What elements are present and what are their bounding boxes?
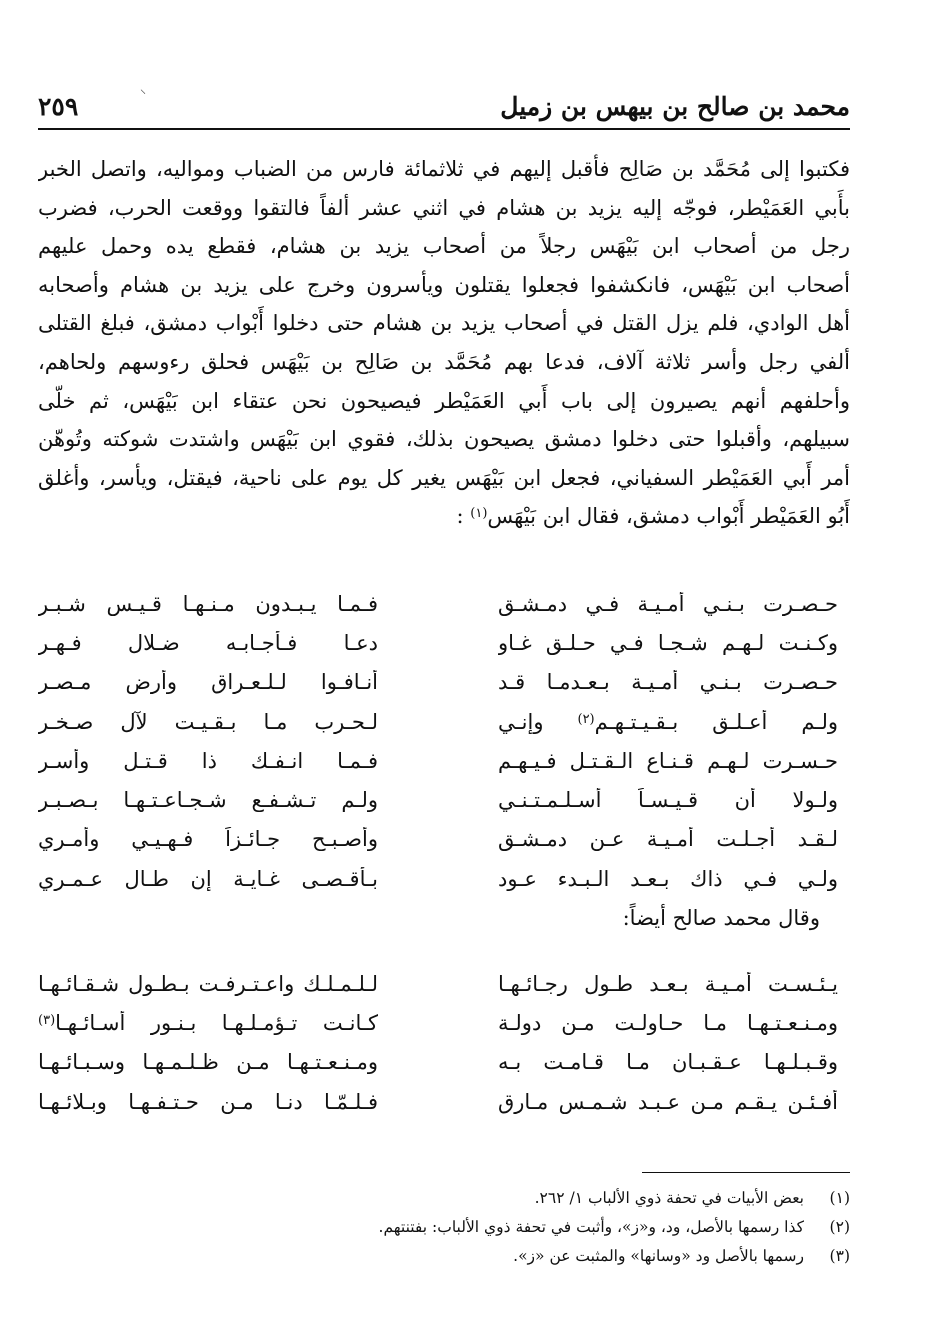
verse-hemistich-1: حـسـرت لـهـم قـنـاع الـقـتـل فـيـهـم (498, 748, 838, 773)
verse-text: كـانـت تـؤمـلـهـا بـنـور أسـائـهـا (55, 1010, 378, 1035)
verse-hemistich-1: ولـولا أن قـيـسـاً أسـلـمـتـنـي (498, 788, 838, 813)
verse-hemistich-1: وقـبـلـهـا عـقـبـان مـا قـامـت بـه (498, 1050, 838, 1075)
footnote-3 (38, 1242, 850, 1271)
verse-row (38, 584, 850, 623)
verse-hemistich-1: ومـنـعـتـهـا مـا حـاولـت مـن دولـة (498, 1010, 838, 1035)
footnote-1 (38, 1184, 850, 1213)
prose-line: أصحاب ابن بَيْهَس، فانكشفوا فجعلوا يقتلون ويأسرون وخرج على يزيد بن هشام وأصحابه (38, 272, 850, 297)
verse-hemistich-1: أفـئـن يـقـم مـن عـبـد شـمـس مـارق (498, 1089, 838, 1114)
page-number: ٢٥٩ (38, 91, 79, 121)
verse-hemistich-2 (38, 1011, 378, 1035)
verse-row (38, 702, 850, 741)
prose-line: ألفي رجل وأسر ثلاثة آلاف، فدعا بهم مُحَمَّد بن صَالِح بن بَيْهَس فحلق رءوسهم ولحاهم، (38, 349, 850, 374)
verse-hemistich-1: حـصـرت بـنـي أمـيـة فـي دمـشـق (498, 591, 838, 616)
poem-intro: وقال محمد صالح أيضاً: (622, 905, 820, 930)
prose-line: سبيلهم، وأقبلوا حتى دخلوا دمشق يصيحون بذلك، فقوي ابن بَيْهَس واشتدت شوكته وتُوهّن (38, 427, 850, 452)
verse-hemistich-1: حـصـرت بـنـي أمـيـة بـعـدمـا قـد (498, 670, 838, 695)
verse-row (38, 663, 850, 702)
prose-last-text: أَبُو العَمَيْطر أَبْواب دمشق، فقال ابن بَيْهَس (487, 504, 850, 529)
verse-hemistich-2: وأصـبـح جـائـزاً فـهـيـي وأمـري (38, 827, 378, 852)
verse-hemistich-2: بـأقـصـى غـايـة إن طـال عـمـري (38, 866, 378, 891)
footnote-ref-3[interactable]: (٣) (38, 1012, 56, 1028)
verse-hemistich-2: ومـنـعـتـهـا مـن ظـلـمـهـا وسـبـائـهـا (38, 1050, 378, 1075)
footnote-ref-1[interactable]: (١) (470, 506, 488, 522)
running-title: محمد بن صالح بن بيهس بن زميل (500, 91, 850, 121)
footnote-rule (642, 1172, 850, 1173)
poem-2 (38, 964, 850, 1121)
prose-line: وأحلفهم أنهم يصيرون إلى باب أَبي العَمَيْطر فيصيحون نحن عتقاء ابن بَيْهَس، ثم خلّى (38, 388, 850, 413)
footnote-number: (١) (829, 1189, 850, 1207)
verse-row (38, 1043, 850, 1082)
prose-line: رجل من أصحاب ابن بَيْهَس رجلاً من أصحاب يزيد بن هشام، فقطع يده وحمل عليهم (38, 234, 850, 259)
prose-paragraph (38, 150, 850, 536)
verse-row (38, 964, 850, 1003)
footnote-2 (38, 1213, 850, 1242)
prose-line-last (38, 497, 850, 536)
verse-text: وإنـي (498, 709, 578, 734)
verse-hemistich-2: دعـا فـأجـابـه ضـلال فـهـر (38, 630, 378, 655)
prose-line: فكتبوا إلى مُحَمَّد بن صَالِح فأقبل إليهم في ثلاثمائة فارس من الضباب ومواليه، واتصل الخبر (38, 157, 850, 181)
prose-line: بأَبي العَمَيْطر، فوجّه إليه يزيد بن هشام في اثني عشر ألفاً فالتقوا ووقعت الحرب، فضرب (38, 195, 850, 220)
verse-hemistich-1 (498, 710, 850, 734)
verse-row (38, 859, 850, 898)
verse-hemistich-1: لـقـد أجـلـت أمـيـة عـن دمـشـق (498, 827, 838, 852)
footnote-ref-2[interactable]: (٢) (577, 711, 595, 727)
header-rule (38, 128, 850, 130)
verse-hemistich-2: لـلـمـلـك واعـتـرفـت بـطـول شـقـائـهـا (38, 971, 378, 996)
poem-1 (38, 584, 850, 937)
scan-mark: ⸜ (140, 82, 147, 96)
verse-row (38, 820, 850, 859)
verse-hemistich-2: أنـافـوا لـلـعـراق وأرض مـصـر (38, 670, 378, 695)
verse-hemistich-2: ولـم تـشـفـع شـجـاعـتـهـا بـصـبـر (38, 788, 378, 813)
footnote-number: (٣) (829, 1247, 850, 1265)
verse-hemistich-1: ولـي فـي ذاك بـعـد الـبـدء عـود (498, 866, 838, 891)
footnote-text: كذا رسمها بالأصل، ود، و«ز»، وأثبت في تحفة ذوي الألباب: بفتنتهم. (378, 1218, 804, 1236)
footnote-number: (٢) (829, 1218, 850, 1236)
footnote-text: بعض الأبيات في تحفة ذوي الألباب ١/ ٢٦٢. (534, 1189, 804, 1207)
verse-hemistich-2: فـمـا انـفـك ذا قـتـل وأسـر (38, 748, 378, 773)
verse-row (38, 1082, 850, 1121)
verse-hemistich-2: فـمـا يـبـدون مـنـهـا قـيـس شـبـر (38, 591, 378, 616)
verse-hemistich-2: فـلـمّـا دنـا مـن حـتـفـهـا وبـلائـهـا (38, 1089, 378, 1114)
prose-last-tail: : (456, 504, 471, 529)
verse-row (38, 780, 850, 819)
verse-hemistich-2: لـحـرب مـا بـقـيـت لآل صـخـر (38, 709, 378, 734)
footnote-text: رسمها بالأصل ود «وسانها» والمثبت عن «ز». (513, 1247, 804, 1265)
verse-hemistich-1: وكـنـت لـهـم شـجـا فـي حـلـق غـاوٍ (498, 630, 838, 655)
footnotes (38, 1184, 850, 1271)
verse-row (38, 623, 850, 662)
page-header (38, 86, 850, 126)
verse-text: ولـم أعـلـق بـقـيـتـهـم (594, 709, 838, 734)
verse-row (38, 1003, 850, 1042)
verse-row (38, 741, 850, 780)
prose-line: أمر أَبي العَمَيْطر السفياني، فجعل ابن بَيْهَس يغير كل يوم على ناحية، فيقتل، ويأسر، وأغلق (38, 465, 850, 490)
prose-line: أهل الوادي، فلم يزل القتل في أصحاب يزيد بن هشام حتى دخلوا أَبْواب دمشق، فبلغ القتلى (38, 311, 850, 336)
verse-hemistich-1: يـئـسـت أمـيـة بـعـد طـول رجـائـهـا (498, 971, 838, 996)
